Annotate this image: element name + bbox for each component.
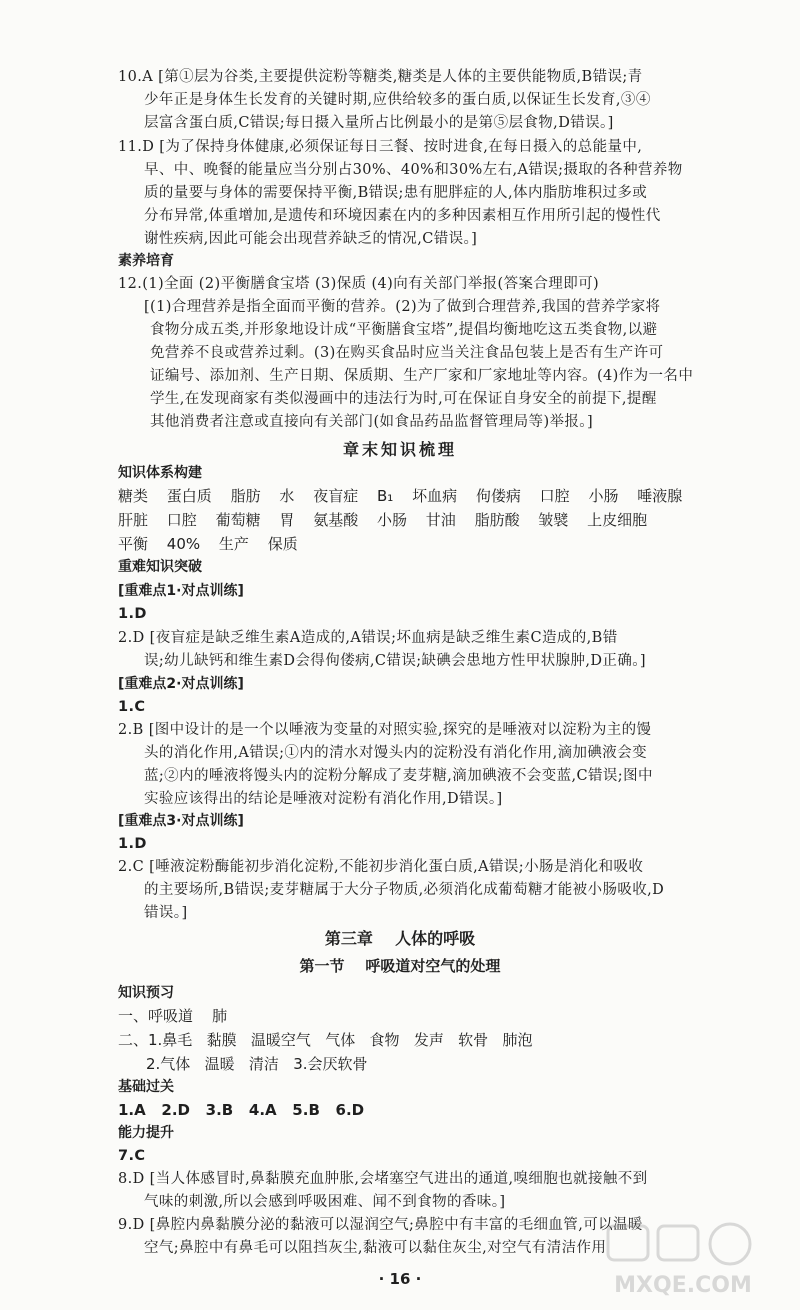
keyword: B₁: [376, 487, 394, 505]
keyword: 小肠: [588, 487, 619, 505]
watermark-logo: [598, 1220, 768, 1300]
svg-text:MXQE.COM: MXQE.COM: [614, 1273, 752, 1298]
q12-line2: 食物分成五类,并形象地设计成“平衡膳食宝塔”,提倡均衡地吃这五类食物,以避: [150, 322, 658, 338]
q12-answer-line: 12.(1)全面 (2)平衡膳食宝塔 (3)保质 (4)向有关部门举报(答案合理即可): [118, 276, 600, 292]
key-point-1-title: [重难点1·对点训练]: [118, 583, 244, 599]
section-heading-tixi: 知识体系构建: [118, 465, 202, 481]
q10-line2: 少年正是身体生长发育的关键时期,应供给较多的蛋白质,以保证生长发育,③④: [144, 92, 651, 108]
kp1-answer-1: 1.D: [118, 606, 147, 622]
keyword: 小肠: [376, 511, 407, 529]
kp1-answer-2-line1: 2.D [夜盲症是缺乏维生素A造成的,A错误;坏血病是缺乏维生素C造成的,B错: [118, 630, 618, 646]
q11-line4: 分布异常,体重增加,是遗传和环境因素在内的多种因素相互作用所引起的慢性代: [144, 208, 661, 224]
kp2-answer-2-line4: 实验应该得出的结论是唾液对淀粉有消化作用,D错误。]: [144, 791, 503, 807]
keyword: 脂肪: [230, 487, 261, 505]
keyword: 口腔: [539, 487, 570, 505]
kp3-answer-2-line2: 的主要场所,B错误;麦芽糖属于大分子物质,必须消化成葡萄糖才能被小肠吸收,D: [144, 882, 665, 898]
q8-line1: 8.D [当人体感冒时,鼻黏膜充血肿胀,会堵塞空气进出的通道,嗅细胞也就接触不到: [118, 1171, 648, 1187]
q12-line5: 学生,在发现商家有类似漫画中的违法行为时,可在保证自身安全的前提下,提醒: [150, 391, 657, 407]
q9-line1: 9.D [鼻腔内鼻黏膜分泌的黏液可以湿润空气;鼻腔中有丰富的毛细血管,可以温暖: [118, 1217, 643, 1233]
page-number: · 16 ·: [378, 1270, 422, 1288]
keyword: 平衡: [118, 535, 149, 553]
q8-line2: 气味的刺激,所以会感到呼吸困难、闻不到食物的香味。]: [144, 1194, 506, 1210]
q12-line1: [(1)合理营养是指全面而平衡的营养。(2)为了做到合理营养,我国的营养学家将: [144, 299, 661, 315]
keyword: 上皮细胞: [587, 511, 648, 529]
section-heading-yuxi: 知识预习: [118, 985, 174, 1001]
section-heading-suyang: 素养培育: [118, 253, 174, 269]
q11-line1: 11.D [为了保持身体健康,必须保证每日三餐、按时进食,在每日摄入的总能量中,: [118, 139, 643, 155]
keyword: 水: [279, 487, 295, 505]
keyword: 胃: [279, 511, 295, 529]
keyword: 佝偻病: [475, 487, 521, 505]
keyword: 皱襞: [538, 511, 569, 529]
q11-line5: 谢性疾病,因此可能会出现营养缺乏的情况,C错误。]: [144, 231, 478, 247]
kp3-answer-2-line1: 2.C [唾液淀粉酶能初步消化淀粉,不能初步消化蛋白质,A错误;小肠是消化和吸收: [118, 859, 644, 875]
keyword-row-3: [118, 532, 312, 556]
keyword: 唾液腺: [637, 487, 683, 505]
chapter-summary-title: 章末知识梳理: [342, 440, 457, 459]
keyword-row-2: [118, 508, 661, 532]
q10-line3: 层富含蛋白质,C错误;每日摄入量所占比例最小的是第⑤层食物,D错误。]: [144, 115, 614, 131]
section-heading-nengli: 能力提升: [118, 1125, 174, 1141]
keyword: 口腔: [166, 511, 197, 529]
keyword: 肝脏: [118, 511, 149, 529]
yuxi-item-3: 2.气体 温暖 清洁 3.会厌软骨: [146, 1055, 368, 1073]
kp3-answer-1: 1.D: [118, 836, 147, 852]
q11-line2: 早、中、晚餐的能量应当分别占30%、40%和30%左右,A错误;摄取的各种营养物: [144, 162, 683, 178]
keyword: 葡萄糖: [215, 511, 261, 529]
kp3-answer-2-line3: 错误。]: [144, 905, 188, 921]
q9-line2: 空气;鼻腔中有鼻毛可以阻挡灰尘,黏液可以黏住灰尘,对空气有清洁作用: [144, 1240, 607, 1256]
chapter-3-title: 第三章 人体的呼吸: [324, 929, 476, 948]
section-1-title: 第一节 呼吸道对空气的处理: [299, 957, 501, 975]
keyword: 生产: [218, 535, 249, 553]
yuxi-item-1: 一、呼吸道 肺: [118, 1007, 228, 1025]
q12-line3: 免营养不良或营养过剩。(3)在购买食品时应当关注食品包装上是否有生产许可: [150, 345, 664, 361]
keyword: 甘油: [425, 511, 456, 529]
q7-answer: 7.C: [118, 1148, 146, 1164]
keyword: 脂肪酸: [474, 511, 520, 529]
kp2-answer-1: 1.C: [118, 699, 146, 715]
keyword-row-1: [118, 484, 696, 508]
section-heading-jichu: 基础过关: [118, 1079, 174, 1095]
key-point-2-title: [重难点2·对点训练]: [118, 676, 244, 692]
key-point-3-title: [重难点3·对点训练]: [118, 813, 244, 829]
keyword: 保质: [267, 535, 298, 553]
keyword: 氨基酸: [313, 511, 359, 529]
kp2-answer-2-line2: 头的消化作用,A错误;①内的清水对馒头内的淀粉没有消化作用,滴加碘液会变: [144, 745, 647, 761]
q11-line3: 质的量要与身体的需要保持平衡,B错误;患有肥胖症的人,体内脂肪堆积过多或: [144, 185, 648, 201]
kp2-answer-2-line1: 2.B [图中设计的是一个以唾液为变量的对照实验,探究的是唾液对以淀粉为主的馒: [118, 722, 652, 738]
q10-line1: 10.A [第①层为谷类,主要提供淀粉等糖类,糖类是人体的主要供能物质,B错误;青: [118, 69, 643, 85]
keyword: 坏血病: [412, 487, 458, 505]
keyword: 夜盲症: [313, 487, 359, 505]
q12-line6: 其他消费者注意或直接向有关部门(如食品药品监督管理局等)举报。]: [150, 414, 594, 430]
section-heading-zhongnan: 重难知识突破: [118, 559, 202, 575]
keyword: 糖类: [118, 487, 149, 505]
yuxi-item-2: 二、1.鼻毛 黏膜 温暖空气 气体 食物 发声 软骨 肺泡: [118, 1031, 533, 1049]
keyword: 40%: [166, 535, 201, 553]
q12-line4: 证编号、添加剂、生产日期、保质期、生产厂家和厂家地址等内容。(4)作为一名中: [150, 368, 694, 384]
keyword: 蛋白质: [166, 487, 212, 505]
jichu-answers: 1.A 2.D 3.B 4.A 5.B 6.D: [118, 1101, 365, 1119]
kp1-answer-2-line2: 误;幼儿缺钙和维生素D会得佝偻病,C错误;缺碘会患地方性甲状腺肿,D正确。]: [144, 653, 646, 669]
kp2-answer-2-line3: 蓝;②内的唾液将馒头内的淀粉分解成了麦芽糖,滴加碘液不会变蓝,C错误;图中: [144, 768, 653, 784]
